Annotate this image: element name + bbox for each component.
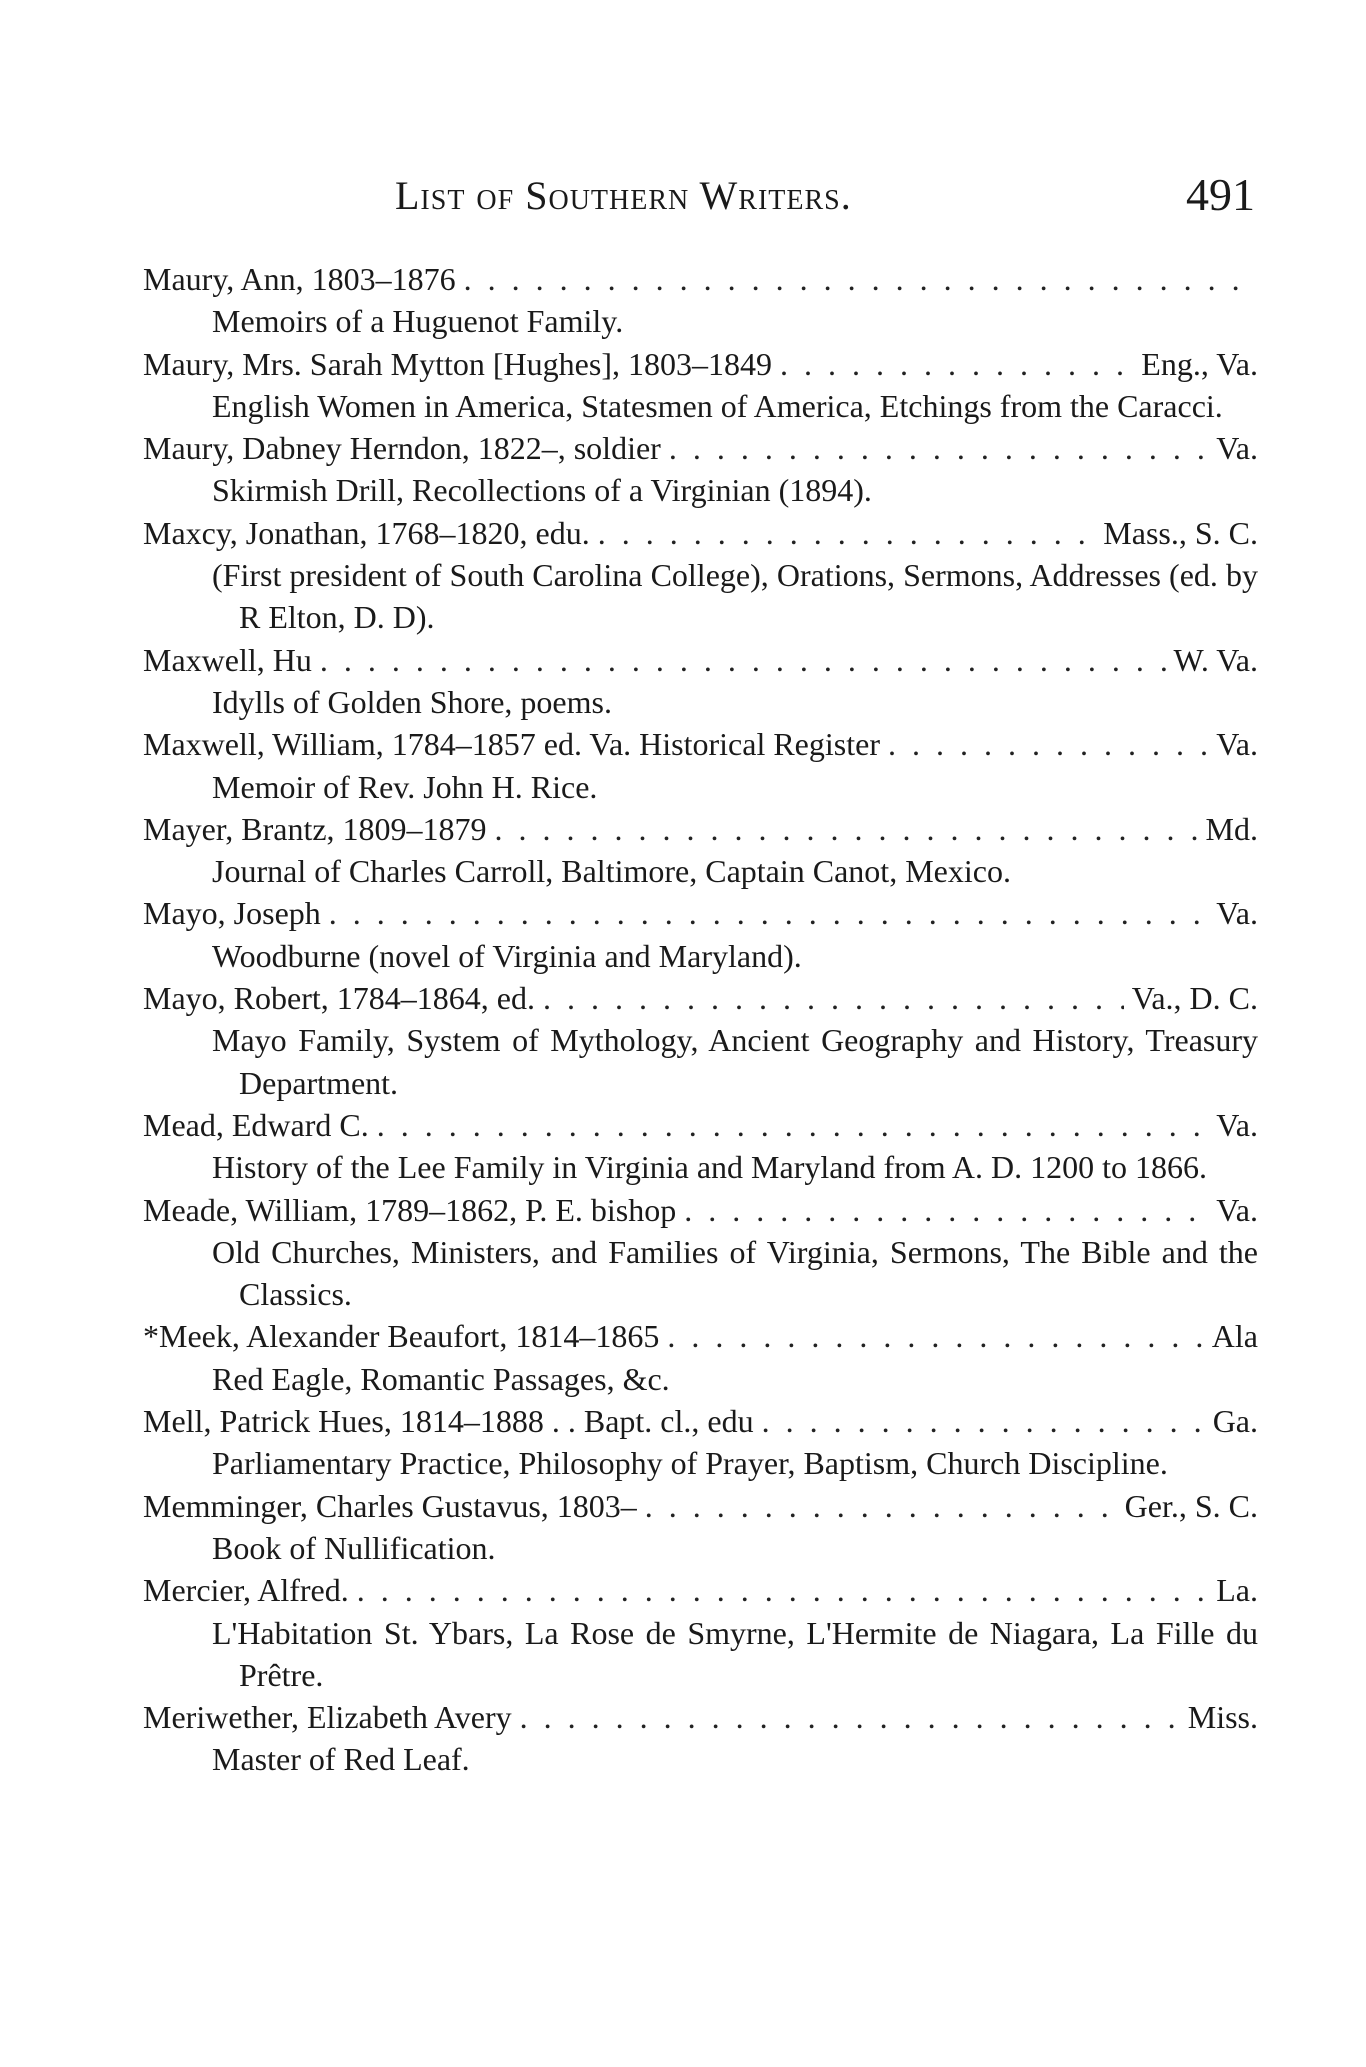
writer-name: Mayo, Robert, 1784–1864, ed. (143, 980, 535, 1017)
writer-entry (143, 808, 1258, 893)
writer-location: Va. (1216, 430, 1258, 467)
dot-leader (669, 427, 1208, 469)
writer-works: History of the Lee Family in Virginia and Maryland from A. D. 1200 to 1866. (212, 1149, 1207, 1186)
writer-entry (143, 512, 1258, 639)
writer-location: Va., D. C. (1131, 980, 1258, 1017)
writer-entry (143, 977, 1258, 1104)
writer-entry (143, 892, 1258, 977)
dot-leader (645, 1485, 1117, 1527)
writer-location: Eng., Va. (1141, 345, 1258, 382)
entry-heading (143, 343, 1258, 385)
entry-heading (143, 1315, 1258, 1357)
writer-name: Maury, Dabney Herndon, 1822–, soldier (143, 430, 661, 467)
writer-entry (143, 1569, 1258, 1696)
writer-name: Mead, Edward C. (143, 1106, 369, 1143)
writer-name: Mayer, Brantz, 1809–1879 (143, 810, 487, 847)
entry-heading (143, 977, 1258, 1019)
writer-entry (143, 1189, 1258, 1316)
writer-name: Maxcy, Jonathan, 1768–1820, edu. (143, 514, 590, 551)
writer-entry (143, 723, 1258, 808)
entry-heading (143, 639, 1258, 681)
writer-works: Skirmish Drill, Recollections of a Virginian (1894). (212, 472, 872, 509)
dot-leader (520, 1696, 1180, 1738)
writer-works: English Women in America, Statesmen of America, Etchings from the Caracci. (212, 387, 1223, 424)
dot-leader (762, 1400, 1205, 1442)
entry-heading (143, 512, 1258, 554)
writer-works: (First president of South Carolina College), Orations, Sermons, Addresses (ed. by R Elton, D. D). (212, 557, 1258, 636)
writer-entry (143, 1104, 1258, 1189)
writer-entry (143, 258, 1258, 343)
writer-location: Va. (1216, 1191, 1258, 1228)
writer-list (143, 258, 1258, 1781)
writer-works: Memoir of Rev. John H. Rice. (212, 768, 598, 805)
dot-leader (320, 639, 1166, 681)
writer-works: Journal of Charles Carroll, Baltimore, Captain Canot, Mexico. (212, 853, 1011, 890)
writer-name: Mell, Patrick Hues, 1814–1888 . . Bapt. cl., edu (143, 1403, 754, 1440)
writer-entry (143, 1315, 1258, 1400)
writer-works: Memoirs of a Huguenot Family. (212, 303, 624, 340)
writer-name: Maxwell, William, 1784–1857 ed. Va. Historical Register (143, 726, 880, 763)
writer-name: Maury, Ann, 1803–1876 (143, 261, 456, 297)
writer-entry (143, 343, 1258, 428)
writer-location: La. (1216, 1572, 1258, 1609)
dot-leader (888, 723, 1208, 765)
writer-works: Red Eagle, Romantic Passages, &c. (212, 1360, 670, 1397)
writer-entry (143, 427, 1258, 512)
writer-entry (143, 1696, 1258, 1781)
writer-works: Parliamentary Practice, Philosophy of Prayer, Baptism, Church Discipline. (212, 1445, 1168, 1482)
entry-heading (143, 1104, 1258, 1146)
entry-heading (143, 427, 1258, 469)
writer-location: Md. (1205, 810, 1258, 847)
dot-leader (464, 258, 1250, 300)
entry-heading (143, 1400, 1258, 1442)
writer-location: Ga. (1212, 1403, 1258, 1440)
writer-location: Va. (1216, 1106, 1258, 1143)
entry-heading (143, 1485, 1258, 1527)
writer-works: Idylls of Golden Shore, poems. (212, 683, 612, 720)
dot-leader (543, 977, 1124, 1019)
page-number: 491 (1186, 169, 1255, 220)
dot-leader (684, 1189, 1208, 1231)
entry-heading (143, 892, 1258, 934)
dot-leader (495, 808, 1198, 850)
writer-name: *Meek, Alexander Beaufort, 1814–1865 (143, 1318, 660, 1355)
running-title: List of Southern Writers. (395, 173, 852, 218)
writer-name: Meriwether, Elizabeth Avery (143, 1699, 512, 1736)
dot-leader (598, 512, 1096, 554)
dot-leader (780, 343, 1133, 385)
writer-works: Book of Nullification. (212, 1529, 496, 1566)
entry-heading (143, 1696, 1258, 1738)
dot-leader (329, 892, 1208, 934)
running-header (395, 168, 1255, 228)
writer-name: Memminger, Charles Gustavus, 1803– (143, 1487, 637, 1524)
writer-name: Meade, William, 1789–1862, P. E. bishop (143, 1191, 677, 1228)
writer-entry (143, 639, 1258, 724)
dot-leader (667, 1315, 1203, 1357)
writer-entry (143, 1400, 1258, 1485)
dot-leader (357, 1569, 1209, 1611)
writer-works: Mayo Family, System of Mythology, Ancient Geography and History, Treasury Department. (212, 1022, 1258, 1101)
entry-heading (143, 1189, 1258, 1231)
writer-location: Mass., S. C. (1103, 514, 1258, 551)
writer-works: L'Habitation St. Ybars, La Rose de Smyrne, L'Hermite de Niagara, La Fille du Prêtre. (212, 1614, 1258, 1693)
writer-name: Mercier, Alfred. (143, 1572, 349, 1609)
entry-heading (143, 1569, 1258, 1611)
writer-works: Master of Red Leaf. (212, 1741, 470, 1778)
writer-location: Ger., S. C. (1124, 1487, 1258, 1524)
entry-heading (143, 808, 1258, 850)
writer-location: Ala (1211, 1318, 1258, 1355)
writer-works: Woodburne (novel of Virginia and Maryland). (212, 937, 802, 974)
writer-works: Old Churches, Ministers, and Families of Virginia, Sermons, The Bible and the Classics. (212, 1233, 1258, 1313)
writer-location: W. Va. (1173, 641, 1258, 678)
writer-entry (143, 1485, 1258, 1570)
entry-heading (143, 723, 1258, 765)
writer-location: Va. (1216, 726, 1258, 763)
writer-location: Miss. (1187, 1699, 1258, 1736)
writer-name: Mayo, Joseph (143, 895, 321, 932)
dot-leader (377, 1104, 1209, 1146)
writer-location: Va. (1216, 895, 1258, 932)
writer-name: Maury, Mrs. Sarah Mytton [Hughes], 1803–1849 (143, 345, 772, 382)
writer-name: Maxwell, Hu (143, 641, 312, 678)
entry-heading (143, 258, 1258, 300)
